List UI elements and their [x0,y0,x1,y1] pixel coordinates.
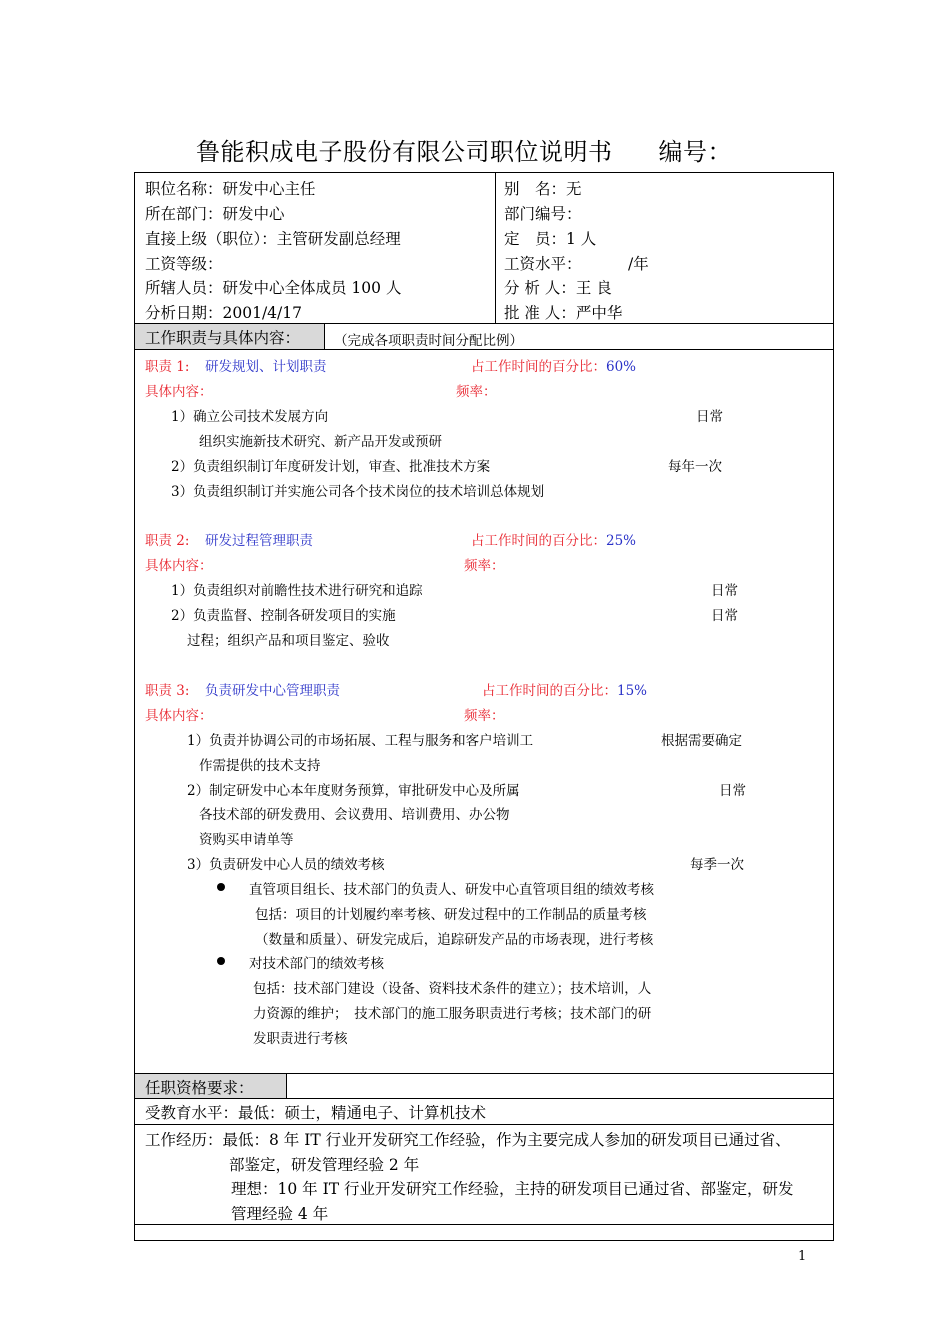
duty-line: 资购买申请单等 [199,832,294,848]
bullet-body: 包括：项目的计划履约率考核、研发过程中的工作制品的质量考核 [255,907,647,923]
alias: 别 名：无 [504,180,582,198]
duty-frequency: 每季一次 [690,857,744,873]
duties-section-title: 工作职责与具体内容： [145,329,301,347]
content-label: 具体内容： [145,708,213,724]
freq-label: 频率： [464,708,505,724]
duty-frequency: 日常 [696,409,723,425]
experience-line: 工作经历：最低：8 年 IT 行业开发研究工作经验，作为主要完成人参加的研发项目已通过省、 [145,1131,791,1149]
duty-line: 组织实施新技术研究、新产品开发或预研 [199,434,442,450]
duty-line: 各技术部的研发费用、会议费用、培训费用、办公物 [199,807,510,823]
content-label: 具体内容： [145,384,213,400]
duty-name: 研发过程管理职责 [205,533,313,549]
subordinates: 所辖人员：研发中心全体成员 100 人 [145,279,402,297]
duty-label: 职责 1: [145,359,190,375]
bullet-icon [217,957,225,965]
page-number: 1 [798,1249,807,1264]
info-divider [495,173,496,323]
duty-line: 过程；组织产品和项目鉴定、验收 [187,633,390,649]
duty-line: 3）负责研发中心人员的绩效考核 [187,857,385,873]
experience-line: 管理经验 4 年 [231,1205,329,1223]
content-label: 具体内容： [145,558,213,574]
title-text: 鲁能积成电子股份有限公司职位说明书 [196,138,613,166]
salary-level: 工资水平： [504,255,582,273]
dept-code: 部门编号： [504,205,582,223]
duty-frequency: 日常 [711,608,738,624]
headcount: 定 员：1 人 [504,230,597,248]
duty-line: 1）负责并协调公司的市场拓展、工程与服务和客户培训工 [187,733,534,749]
duty-line: 3）负责组织制订并实施公司各个技术岗位的技术培训总体规划 [171,484,545,500]
job-description-table [134,172,834,1241]
share-label: 占工作时间的百分比： [471,359,606,375]
duty-name: 研发规划、计划职责 [205,359,327,375]
bullet-body: 发职责进行考核 [253,1031,348,1047]
analyst: 分 析 人：王 良 [504,279,612,297]
duty-line: 2）制定研发中心本年度财务预算，审批研发中心及所属 [187,783,520,799]
bullet-body: （数量和质量）、研发完成后，追踪研发产品的市场表现，进行考核 [255,932,654,948]
experience-line: 部鉴定，研发管理经验 2 年 [229,1156,420,1174]
duty-label: 职责 3: [145,683,190,699]
analysis-date: 分析日期：2001/4/17 [145,304,302,322]
share-value: 25% [606,533,637,549]
position-name: 职位名称：研发中心主任 [145,180,316,198]
duty-frequency: 根据需要确定 [661,733,742,749]
document-title [196,132,732,167]
number-label: 编号： [658,138,732,166]
duty-line: 2）负责组织制订年度研发计划，审查、批准技术方案 [171,459,491,475]
divider [135,1224,833,1225]
bullet-icon [217,883,225,891]
supervisor: 直接上级（职位）：主管研发副总经理 [145,230,401,248]
divider [135,1098,833,1099]
salary-unit: /年 [628,255,649,273]
bullet-body: 力资源的维护； 技术部门的施工服务职责进行考核；技术部门的研 [253,1006,652,1022]
salary-grade: 工资等级： [145,255,223,273]
duty-frequency: 日常 [711,583,738,599]
share-label: 占工作时间的百分比： [482,683,617,699]
bullet-body: 包括：技术部门建设（设备、资料技术条件的建立）；技术培训，人 [253,981,652,997]
duties-section-note: （完成各项职责时间分配比例） [334,333,523,349]
freq-label: 频率： [456,384,497,400]
bullet-head: 对技术部门的绩效考核 [249,956,384,972]
department: 所在部门：研发中心 [145,205,285,223]
qualifications-title: 任职资格要求： [145,1079,254,1097]
bullet-head: 直管项目组长、技术部门的负责人、研发中心直管项目组的绩效考核 [249,882,654,898]
duty-line: 1）确立公司技术发展方向 [171,409,329,425]
freq-label: 频率： [464,558,505,574]
duty-label: 职责 2: [145,533,190,549]
duty-name: 负责研发中心管理职责 [205,683,340,699]
duty-frequency: 每年一次 [668,459,722,475]
share-value: 60% [606,359,637,375]
duty-frequency: 日常 [719,783,746,799]
share-value: 15% [617,683,648,699]
cell-divider [324,323,325,349]
duty-line: 1）负责组织对前瞻性技术进行研究和追踪 [171,583,423,599]
divider [135,349,833,350]
duty-line: 2）负责监督、控制各研发项目的实施 [171,608,396,624]
cell-divider [286,1073,287,1098]
divider [135,1124,833,1125]
share-label: 占工作时间的百分比： [471,533,606,549]
approver: 批 准 人：严中华 [504,304,623,322]
duty-line: 作需提供的技术支持 [199,758,321,774]
education: 受教育水平：最低：硕士，精通电子、计算机技术 [145,1104,487,1122]
experience-line: 理想：10 年 IT 行业开发研究工作经验，主持的研发项目已通过省、部鉴定，研发 [231,1180,794,1198]
